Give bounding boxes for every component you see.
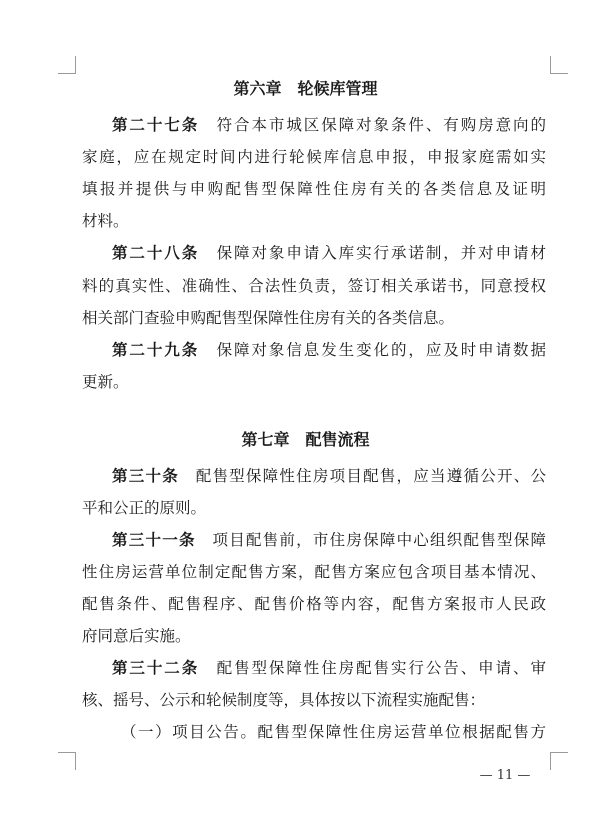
article-31-line: 配售条件、配售程序、配售价格等内容，配售方案报市人民政 [82,595,546,613]
article-32-line: 核、摇号、公示和轮候制度等，具体按以下流程实施配售： [82,691,486,709]
article-27-line: 填报并提供与申购配售型保障性住房有关的各类信息及证明 [82,180,546,198]
article-28-text: 保障对象申请入库实行承诺制，并对申请材 [216,244,546,262]
article-28-first-line [112,243,546,263]
article-27-first-line [112,115,546,135]
article-31-line: 府同意后实施。 [82,627,191,645]
article-28-label: 第二十八条 [112,244,200,262]
page-number: — 11 — [479,768,531,783]
list-item-1: （一）项目公告。配售型保障性住房运营单位根据配售方 [121,723,546,741]
article-27-label: 第二十七条 [112,116,200,134]
article-27-line: 家庭，应在规定时间内进行轮候库信息申报，申报家庭需如实 [82,148,546,166]
article-30-line: 平和公正的原则。 [82,499,207,517]
article-30-text: 配售型保障性住房项目配售，应当遵循公开、公 [195,467,546,485]
article-31-label: 第三十一条 [112,531,196,549]
crop-mark-top-left [58,56,76,74]
crop-mark-bottom-right [550,752,568,770]
chapter-6-title: 第六章 轮候库管理 [233,79,378,98]
article-27-line: 材料。 [82,212,129,230]
article-29-line: 更新。 [82,373,129,391]
article-31-text: 项目配售前，市住房保障中心组织配售型保障 [212,531,546,549]
article-31-line: 性住房运营单位制定配售方案，配售方案应包含项目基本情况、 [82,563,546,581]
article-28-line: 料的真实性、准确性、合法性负责，签订相关承诺书，同意授权 [82,277,546,295]
article-32-first-line [112,658,546,678]
article-29-label: 第二十九条 [112,341,200,359]
article-32-text: 配售型保障性住房配售实行公告、申请、审 [216,659,546,677]
crop-mark-top-right [550,56,568,74]
article-30-label: 第三十条 [112,467,179,485]
article-30-first-line [112,466,546,486]
article-27-text: 符合本市城区保障对象条件、有购房意向的 [216,116,546,134]
crop-mark-bottom-left [58,752,76,770]
article-29-text: 保障对象信息发生变化的，应及时申请数据 [216,341,546,359]
article-32-label: 第三十二条 [112,659,200,677]
chapter-7-title: 第七章 配售流程 [241,430,370,449]
article-28-line: 相关部门查验申购配售型保障性住房有关的各类信息。 [82,309,455,327]
article-29-first-line [112,340,546,360]
article-31-first-line [112,530,546,550]
